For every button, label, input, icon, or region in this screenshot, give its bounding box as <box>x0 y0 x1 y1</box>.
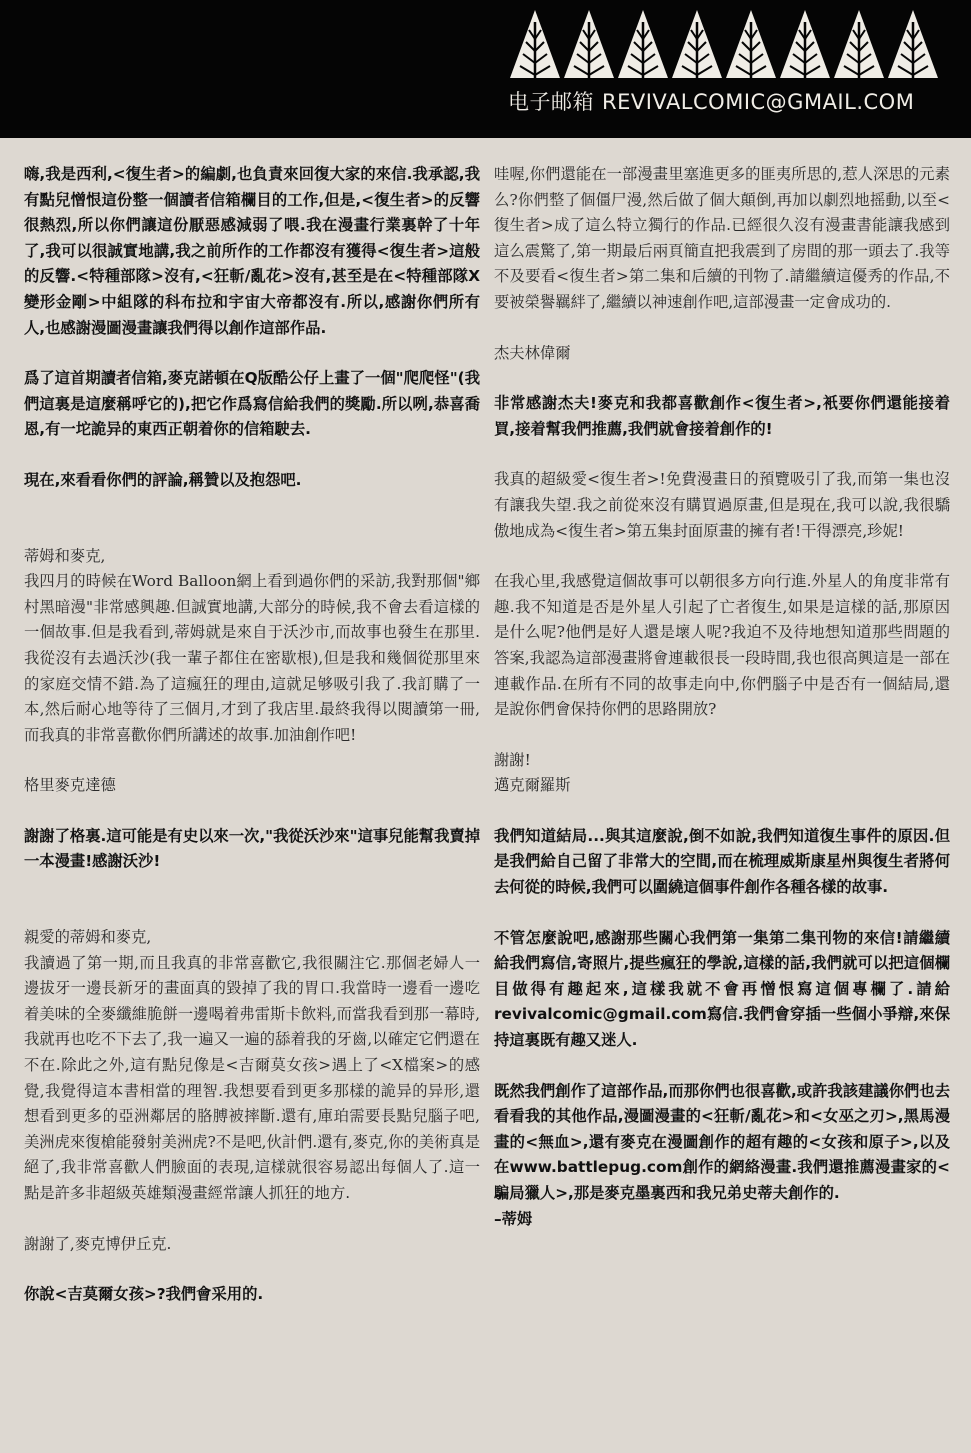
letter-body: 我四月的時候在Word Balloon網上看到過你們的采訪,我對那個"鄉村黑暗漫"非常感興趣.但誠實地講,大部分的時候,我不會去看這樣的一個故事.但是我看到,蒂姆就是來自于沃沙市,而故事也發生在那里.我從沒有去過沃沙(我一輩子都住在密歇根),但是我和幾個從那里來的家庭交情不錯.為了這瘋狂的理由,這就足够吸引我了.我訂購了一本,然后耐心地等待了三個月,才到了我店里.最終我得以閱讀第一冊,而我真的非常喜歡你們所講述的故事.加油創作吧! <box>24 572 480 744</box>
pine-tree-icon <box>672 10 722 78</box>
editor-signature: –蒂姆 <box>494 1209 533 1228</box>
intro-paragraph: 嗨,我是西利,<復生者>的編劇,也負責來回復大家的來信.我承認,我有點兒憎恨這份整一個讀者信箱欄目的工作,但是,<復生者>的反響很熱烈,所以你們讓這份厭惡感減弱了喂.我在漫畫行業裏幹了十年了,我可以很誠實地講,我之前所作的工作都沒有獲得<復生者>這般的反響.<特種部隊>沒有,<狂斬/亂花>沒有,甚至是在<特種部隊X變形金剛>中組隊的科布拉和宇宙大帝都沒有.所以,感謝你們所有人,也感謝漫圖漫畫讓我們得以創作這部作品. <box>24 165 480 337</box>
left-column <box>24 162 480 1308</box>
editor-reply: 不管怎麼說吧,感謝那些關心我們第一集第二集刊物的來信!請繼續給我們寫信,寄照片,提些瘋狂的學說,這樣的話,我們就可以把這個欄目做得有趣起來,這樣我就不會再憎恨寫這個專欄了.請給revivalcomic@gmail.com寫信.我們會穿插一些個小爭辯,來保持這裏既有趣又迷人. <box>494 928 950 1050</box>
email-label: 电子邮箱 <box>508 90 594 114</box>
header-banner <box>0 0 971 138</box>
editor-reply: 既然我們創作了這部作品,而那你們也很喜歡,或許我該建議你們也去看看我的其他作品,漫圖漫畫的<狂斬/亂花>和<女巫之刃>,黑馬漫畫的<無血>,還有麥克在漫圖創作的超有趣的<女孩和原子>,以及在www.battlepug.com創作的網絡漫畫.我們還推薦漫畫家的<騙局獵人>,那是麥克墨裏西和我兄弟史蒂夫創作的. <box>494 1081 950 1202</box>
right-column <box>494 162 950 1232</box>
letter-signature: 杰夫林偉爾 <box>494 343 571 362</box>
letter-body: 我真的超級愛<復生者>!免費漫畫日的預覽吸引了我,而第一集也沒有讓我失望.我之前從來沒有購買過原畫,但是現在,我可以說,我很驕傲地成為<復生者>第五集封面原畫的擁有者!干得漂亮,珍妮! <box>494 470 950 540</box>
letter-body: 哇喔,你們還能在一部漫畫里塞進更多的匪夷所思的,惹人深思的元素么?你們整了個僵尸漫,然后做了個大顛倒,再加以劇烈地摇動,以至<復生者>成了這么特立獨行的作品.已經很久沒有漫畫書能讓我感到這么震驚了,第一期最后兩頁簡直把我震到了房間的那一頭去了.我等不及要看<復生者>第二集和后續的刊物了.請繼續這優秀的作品,不要被榮譽羈絆了,繼續以神速創作吧,這部漫畫一定會成功的. <box>494 165 950 311</box>
editor-reply: 你說<吉莫爾女孩>?我們會采用的. <box>24 1285 264 1304</box>
pine-tree-icon <box>618 10 668 78</box>
letter-body: 在我心里,我感覺這個故事可以朝很多方向行進.外星人的角度非常有趣.我不知道是否是外星人引起了亡者復生,如果是這樣的話,那原因是什么呢?他們是好人還是壞人呢?我迫不及待地想知道那些問題的答案,我認為這部漫畫將會連載很長一段時間,我也很高興這是一部在連載作品.在所有不同的故事走向中,你們腦子中是否有一個結局,還是說你們會保持你們的思路開放? <box>494 572 950 719</box>
reward-paragraph: 爲了這首期讀者信箱,麥克諾頓在Q版酷公仔上畫了一個"爬爬怪"(我們這裏是這麼稱呼它的),把它作爲寫信給我們的獎勵.所以咧,恭喜喬恩,有一坨詭异的東西正朝着你的信箱駛去. <box>24 369 480 439</box>
pine-tree-icon <box>564 10 614 78</box>
letter-signature: 邁克爾羅斯 <box>494 776 571 795</box>
email-address: REVIVALCOMIC@GMAIL.COM <box>602 90 915 114</box>
transition-paragraph: 現在,來看看你們的評論,稱贊以及抱怨吧. <box>24 470 302 489</box>
email-line <box>508 86 940 116</box>
letter-signature: 謝謝了,麥克博伊丘克. <box>24 1234 172 1253</box>
pine-tree-icon <box>510 10 560 78</box>
letter-thanks: 謝謝! <box>494 750 531 769</box>
letter-salutation: 蒂姆和麥克, <box>24 546 106 565</box>
editor-reply: 我們知道結局...與其這麼說,倒不如說,我們知道復生事件的原因.但是我們給自己留了非常大的空間,而在梳理威斯康星州與復生者將何去何從的時候,我們可以圍繞這個事件創作各種各樣的故事. <box>494 826 950 897</box>
pine-tree-icon <box>834 10 884 78</box>
pine-tree-icon <box>726 10 776 78</box>
pine-tree-icon <box>888 10 938 78</box>
pine-tree-icon <box>780 10 830 78</box>
editor-reply: 謝謝了格裏.這可能是有史以來一次,"我從沃沙來"這事兒能幫我賣掉一本漫畫!感謝沃沙! <box>24 826 480 871</box>
letter-salutation: 親愛的蒂姆和麥克, <box>24 928 152 947</box>
letter-body: 我讀過了第一期,而且我真的非常喜歡它,我很關注它.那個老婦人一邊拔牙一邊長新牙的畫面真的毀掉了我的胃口.我當時一邊看一邊吃着美味的全麥纖維脆餅一邊喝着弗雷斯卡飲料,而當我看到那一幕時,我就再也吃不下去了,我一遍又一遍的舔着我的牙齒,以確定它們還在不在.除此之外,這有點兒像是<吉爾莫女孩>遇上了<X檔案>的感覺,我覺得這本書相當的理智.我想要看到更多那樣的詭异的异形,還想看到更多的亞洲鄰居的胳膊被摔斷.還有,庫珀需要長點兒腦子吧,美洲虎來復槍能發射美洲虎?不是吧,伙計們.還有,麥克,你的美術真是絕了,我非常喜歡人們臉面的表現,這樣就很容易認出每個人了.這一點是許多非超級英雄類漫畫經常讓人抓狂的地方. <box>24 953 480 1202</box>
letter-signature: 格里麥克達德 <box>24 776 116 795</box>
pine-tree-triangles-icon <box>508 8 940 84</box>
editor-reply: 非常感謝杰夫!麥克和我都喜歡創作<復生者>,衹要你們還能接着買,接着幫我們推薦,我們就會接着創作的! <box>494 394 950 438</box>
